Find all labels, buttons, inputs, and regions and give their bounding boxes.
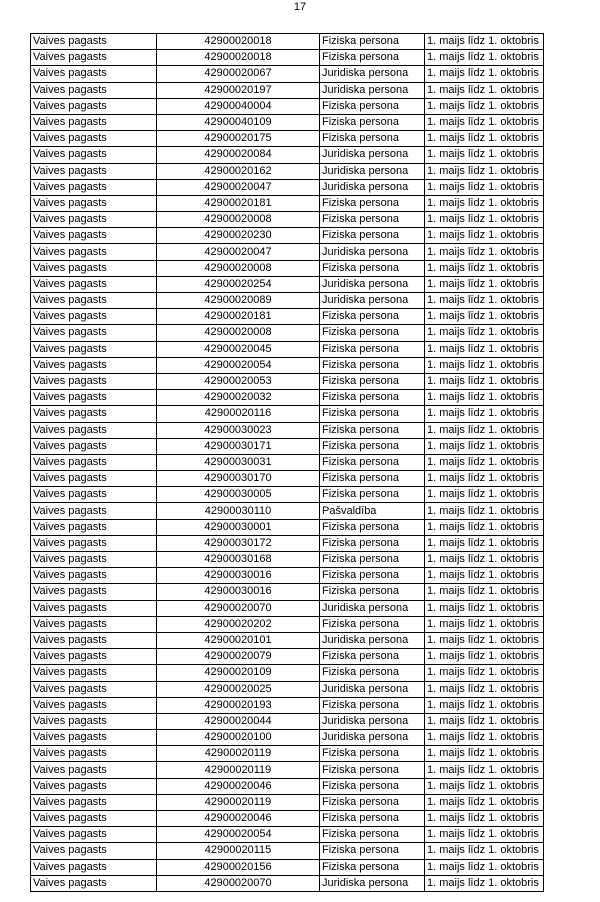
period-cell: 1. maijs līdz 1. oktobris [425,212,544,228]
parish-cell: Vaives pagasts [31,811,157,827]
owner-type-cell: Fiziska persona [320,746,425,762]
period-cell: 1. maijs līdz 1. oktobris [425,649,544,665]
table-row [31,276,544,292]
land-registry-table [30,33,544,892]
parish-cell: Vaives pagasts [31,309,157,325]
table-row [31,730,544,746]
table-row [31,406,544,422]
owner-type-cell: Fiziska persona [320,195,425,211]
table-row [31,535,544,551]
table-row [31,552,544,568]
owner-type-cell: Fiziska persona [320,697,425,713]
period-cell: 1. maijs līdz 1. oktobris [425,131,544,147]
parish-cell: Vaives pagasts [31,568,157,584]
period-cell: 1. maijs līdz 1. oktobris [425,438,544,454]
cadastral-number-cell: 42900020101 [157,632,320,648]
owner-type-cell: Juridiska persona [320,293,425,309]
table-row [31,649,544,665]
period-cell: 1. maijs līdz 1. oktobris [425,422,544,438]
parish-cell: Vaives pagasts [31,827,157,843]
cadastral-number-cell: 42900020254 [157,276,320,292]
cadastral-number-cell: 42900030016 [157,584,320,600]
table-row [31,66,544,82]
table-row [31,584,544,600]
cadastral-number-cell: 42900020018 [157,34,320,50]
owner-type-cell: Fiziska persona [320,584,425,600]
table-row [31,82,544,98]
cadastral-number-cell: 42900020181 [157,309,320,325]
period-cell: 1. maijs līdz 1. oktobris [425,82,544,98]
owner-type-cell: Juridiska persona [320,147,425,163]
cadastral-number-cell: 42900020079 [157,649,320,665]
cadastral-number-cell: 42900020175 [157,131,320,147]
table-row [31,438,544,454]
period-cell: 1. maijs līdz 1. oktobris [425,487,544,503]
cadastral-number-cell: 42900020046 [157,811,320,827]
parish-cell: Vaives pagasts [31,487,157,503]
parish-cell: Vaives pagasts [31,228,157,244]
period-cell: 1. maijs līdz 1. oktobris [425,503,544,519]
table-row [31,260,544,276]
parish-cell: Vaives pagasts [31,66,157,82]
cadastral-number-cell: 42900020008 [157,260,320,276]
period-cell: 1. maijs līdz 1. oktobris [425,875,544,891]
parish-cell: Vaives pagasts [31,244,157,260]
owner-type-cell: Fiziska persona [320,212,425,228]
period-cell: 1. maijs līdz 1. oktobris [425,584,544,600]
owner-type-cell: Juridiska persona [320,713,425,729]
parish-cell: Vaives pagasts [31,875,157,891]
cadastral-number-cell: 42900030171 [157,438,320,454]
owner-type-cell: Juridiska persona [320,632,425,648]
table-row [31,195,544,211]
cadastral-number-cell: 42900020197 [157,82,320,98]
period-cell: 1. maijs līdz 1. oktobris [425,632,544,648]
owner-type-cell: Fiziska persona [320,778,425,794]
table-row [31,600,544,616]
parish-cell: Vaives pagasts [31,794,157,810]
owner-type-cell: Fiziska persona [320,649,425,665]
period-cell: 1. maijs līdz 1. oktobris [425,519,544,535]
table-row [31,50,544,66]
parish-cell: Vaives pagasts [31,82,157,98]
table-row [31,859,544,875]
table-row [31,422,544,438]
parish-cell: Vaives pagasts [31,114,157,130]
owner-type-cell: Fiziska persona [320,568,425,584]
parish-cell: Vaives pagasts [31,649,157,665]
owner-type-cell: Fiziska persona [320,325,425,341]
owner-type-cell: Fiziska persona [320,827,425,843]
period-cell: 1. maijs līdz 1. oktobris [425,260,544,276]
owner-type-cell: Fiziska persona [320,843,425,859]
cadastral-number-cell: 42900020008 [157,325,320,341]
owner-type-cell: Fiziska persona [320,390,425,406]
owner-type-cell: Fiziska persona [320,50,425,66]
cadastral-number-cell: 42900030110 [157,503,320,519]
period-cell: 1. maijs līdz 1. oktobris [425,454,544,470]
period-cell: 1. maijs līdz 1. oktobris [425,309,544,325]
owner-type-cell: Fiziska persona [320,438,425,454]
table-row [31,519,544,535]
table-row [31,746,544,762]
cadastral-number-cell: 42900020054 [157,357,320,373]
owner-type-cell: Fiziska persona [320,487,425,503]
table-row [31,665,544,681]
table-row [31,713,544,729]
table-row [31,778,544,794]
period-cell: 1. maijs līdz 1. oktobris [425,713,544,729]
parish-cell: Vaives pagasts [31,195,157,211]
period-cell: 1. maijs līdz 1. oktobris [425,163,544,179]
owner-type-cell: Juridiska persona [320,730,425,746]
table-row [31,843,544,859]
parish-cell: Vaives pagasts [31,600,157,616]
cadastral-number-cell: 42900040109 [157,114,320,130]
parish-cell: Vaives pagasts [31,260,157,276]
table-row [31,228,544,244]
table-row [31,98,544,114]
period-cell: 1. maijs līdz 1. oktobris [425,373,544,389]
parish-cell: Vaives pagasts [31,730,157,746]
owner-type-cell: Fiziska persona [320,309,425,325]
owner-type-cell: Fiziska persona [320,406,425,422]
period-cell: 1. maijs līdz 1. oktobris [425,811,544,827]
parish-cell: Vaives pagasts [31,98,157,114]
cadastral-number-cell: 42900020089 [157,293,320,309]
cadastral-number-cell: 42900020084 [157,147,320,163]
table-row [31,179,544,195]
period-cell: 1. maijs līdz 1. oktobris [425,600,544,616]
parish-cell: Vaives pagasts [31,50,157,66]
cadastral-number-cell: 42900020116 [157,406,320,422]
period-cell: 1. maijs līdz 1. oktobris [425,762,544,778]
parish-cell: Vaives pagasts [31,212,157,228]
period-cell: 1. maijs līdz 1. oktobris [425,471,544,487]
cadastral-number-cell: 42900020070 [157,875,320,891]
owner-type-cell: Fiziska persona [320,811,425,827]
owner-type-cell: Fiziska persona [320,794,425,810]
table-row [31,794,544,810]
owner-type-cell: Juridiska persona [320,163,425,179]
period-cell: 1. maijs līdz 1. oktobris [425,535,544,551]
period-cell: 1. maijs līdz 1. oktobris [425,244,544,260]
owner-type-cell: Pašvaldība [320,503,425,519]
parish-cell: Vaives pagasts [31,357,157,373]
cadastral-number-cell: 42900040004 [157,98,320,114]
period-cell: 1. maijs līdz 1. oktobris [425,406,544,422]
table-row [31,244,544,260]
period-cell: 1. maijs līdz 1. oktobris [425,195,544,211]
cadastral-number-cell: 42900020008 [157,212,320,228]
parish-cell: Vaives pagasts [31,697,157,713]
period-cell: 1. maijs līdz 1. oktobris [425,179,544,195]
owner-type-cell: Fiziska persona [320,114,425,130]
table-row [31,114,544,130]
owner-type-cell: Juridiska persona [320,681,425,697]
parish-cell: Vaives pagasts [31,535,157,551]
table-row [31,309,544,325]
owner-type-cell: Fiziska persona [320,552,425,568]
parish-cell: Vaives pagasts [31,422,157,438]
table-row [31,616,544,632]
cadastral-number-cell: 42900030016 [157,568,320,584]
owner-type-cell: Fiziska persona [320,260,425,276]
owner-type-cell: Juridiska persona [320,600,425,616]
cadastral-number-cell: 42900020156 [157,859,320,875]
cadastral-number-cell: 42900020070 [157,600,320,616]
period-cell: 1. maijs līdz 1. oktobris [425,357,544,373]
table-row [31,762,544,778]
period-cell: 1. maijs līdz 1. oktobris [425,390,544,406]
parish-cell: Vaives pagasts [31,503,157,519]
table-row [31,487,544,503]
owner-type-cell: Fiziska persona [320,98,425,114]
table-row [31,568,544,584]
parish-cell: Vaives pagasts [31,665,157,681]
period-cell: 1. maijs līdz 1. oktobris [425,843,544,859]
cadastral-number-cell: 42900020032 [157,390,320,406]
period-cell: 1. maijs līdz 1. oktobris [425,859,544,875]
period-cell: 1. maijs līdz 1. oktobris [425,325,544,341]
period-cell: 1. maijs līdz 1. oktobris [425,697,544,713]
table-row [31,471,544,487]
owner-type-cell: Fiziska persona [320,859,425,875]
period-cell: 1. maijs līdz 1. oktobris [425,34,544,50]
period-cell: 1. maijs līdz 1. oktobris [425,341,544,357]
period-cell: 1. maijs līdz 1. oktobris [425,827,544,843]
owner-type-cell: Juridiska persona [320,66,425,82]
cadastral-number-cell: 42900020045 [157,341,320,357]
table-row [31,390,544,406]
period-cell: 1. maijs līdz 1. oktobris [425,552,544,568]
period-cell: 1. maijs līdz 1. oktobris [425,276,544,292]
cadastral-number-cell: 42900020046 [157,778,320,794]
table-row [31,697,544,713]
period-cell: 1. maijs līdz 1. oktobris [425,50,544,66]
owner-type-cell: Fiziska persona [320,454,425,470]
parish-cell: Vaives pagasts [31,179,157,195]
table-row [31,163,544,179]
owner-type-cell: Fiziska persona [320,228,425,244]
table-row [31,875,544,891]
period-cell: 1. maijs līdz 1. oktobris [425,114,544,130]
cadastral-number-cell: 42900020025 [157,681,320,697]
table-row [31,212,544,228]
table-row [31,293,544,309]
cadastral-number-cell: 42900030170 [157,471,320,487]
cadastral-number-cell: 42900020119 [157,746,320,762]
table-row [31,827,544,843]
cadastral-number-cell: 42900030005 [157,487,320,503]
parish-cell: Vaives pagasts [31,131,157,147]
period-cell: 1. maijs līdz 1. oktobris [425,681,544,697]
period-cell: 1. maijs līdz 1. oktobris [425,228,544,244]
parish-cell: Vaives pagasts [31,276,157,292]
table-row [31,147,544,163]
period-cell: 1. maijs līdz 1. oktobris [425,568,544,584]
period-cell: 1. maijs līdz 1. oktobris [425,147,544,163]
cadastral-number-cell: 42900020047 [157,244,320,260]
parish-cell: Vaives pagasts [31,147,157,163]
period-cell: 1. maijs līdz 1. oktobris [425,98,544,114]
table-row [31,454,544,470]
owner-type-cell: Juridiska persona [320,82,425,98]
owner-type-cell: Fiziska persona [320,616,425,632]
owner-type-cell: Fiziska persona [320,373,425,389]
parish-cell: Vaives pagasts [31,34,157,50]
parish-cell: Vaives pagasts [31,454,157,470]
owner-type-cell: Juridiska persona [320,875,425,891]
period-cell: 1. maijs līdz 1. oktobris [425,665,544,681]
parish-cell: Vaives pagasts [31,778,157,794]
parish-cell: Vaives pagasts [31,293,157,309]
period-cell: 1. maijs līdz 1. oktobris [425,616,544,632]
parish-cell: Vaives pagasts [31,390,157,406]
cadastral-number-cell: 42900030023 [157,422,320,438]
owner-type-cell: Fiziska persona [320,341,425,357]
owner-type-cell: Fiziska persona [320,665,425,681]
period-cell: 1. maijs līdz 1. oktobris [425,293,544,309]
table-row [31,357,544,373]
table-row [31,503,544,519]
parish-cell: Vaives pagasts [31,762,157,778]
parish-cell: Vaives pagasts [31,552,157,568]
parish-cell: Vaives pagasts [31,519,157,535]
period-cell: 1. maijs līdz 1. oktobris [425,746,544,762]
parish-cell: Vaives pagasts [31,163,157,179]
table-row [31,632,544,648]
parish-cell: Vaives pagasts [31,632,157,648]
owner-type-cell: Fiziska persona [320,357,425,373]
owner-type-cell: Fiziska persona [320,34,425,50]
cadastral-number-cell: 42900020100 [157,730,320,746]
owner-type-cell: Fiziska persona [320,762,425,778]
cadastral-number-cell: 42900020067 [157,66,320,82]
cadastral-number-cell: 42900030168 [157,552,320,568]
table-row [31,373,544,389]
owner-type-cell: Juridiska persona [320,244,425,260]
parish-cell: Vaives pagasts [31,681,157,697]
cadastral-number-cell: 42900020119 [157,762,320,778]
cadastral-number-cell: 42900020193 [157,697,320,713]
parish-cell: Vaives pagasts [31,746,157,762]
owner-type-cell: Fiziska persona [320,471,425,487]
parish-cell: Vaives pagasts [31,438,157,454]
parish-cell: Vaives pagasts [31,341,157,357]
cadastral-number-cell: 42900020044 [157,713,320,729]
cadastral-number-cell: 42900020018 [157,50,320,66]
parish-cell: Vaives pagasts [31,406,157,422]
cadastral-number-cell: 42900020047 [157,179,320,195]
owner-type-cell: Juridiska persona [320,276,425,292]
owner-type-cell: Fiziska persona [320,422,425,438]
cadastral-number-cell: 42900020230 [157,228,320,244]
cadastral-number-cell: 42900020202 [157,616,320,632]
parish-cell: Vaives pagasts [31,713,157,729]
cadastral-number-cell: 42900020115 [157,843,320,859]
table-row [31,681,544,697]
cadastral-number-cell: 42900030172 [157,535,320,551]
parish-cell: Vaives pagasts [31,325,157,341]
cadastral-number-cell: 42900020109 [157,665,320,681]
cadastral-number-cell: 42900020119 [157,794,320,810]
cadastral-number-cell: 42900020181 [157,195,320,211]
table-row [31,131,544,147]
cadastral-number-cell: 42900030001 [157,519,320,535]
parish-cell: Vaives pagasts [31,471,157,487]
owner-type-cell: Fiziska persona [320,131,425,147]
period-cell: 1. maijs līdz 1. oktobris [425,66,544,82]
table-row [31,341,544,357]
cadastral-number-cell: 42900020054 [157,827,320,843]
period-cell: 1. maijs līdz 1. oktobris [425,778,544,794]
table-body [31,34,544,892]
parish-cell: Vaives pagasts [31,584,157,600]
table-row [31,325,544,341]
period-cell: 1. maijs līdz 1. oktobris [425,794,544,810]
parish-cell: Vaives pagasts [31,373,157,389]
parish-cell: Vaives pagasts [31,616,157,632]
cadastral-number-cell: 42900020162 [157,163,320,179]
parish-cell: Vaives pagasts [31,859,157,875]
owner-type-cell: Juridiska persona [320,179,425,195]
owner-type-cell: Fiziska persona [320,535,425,551]
cadastral-number-cell: 42900030031 [157,454,320,470]
table-row [31,34,544,50]
table-row [31,811,544,827]
owner-type-cell: Fiziska persona [320,519,425,535]
parish-cell: Vaives pagasts [31,843,157,859]
period-cell: 1. maijs līdz 1. oktobris [425,730,544,746]
page-number: 17 [293,1,307,13]
cadastral-number-cell: 42900020053 [157,373,320,389]
